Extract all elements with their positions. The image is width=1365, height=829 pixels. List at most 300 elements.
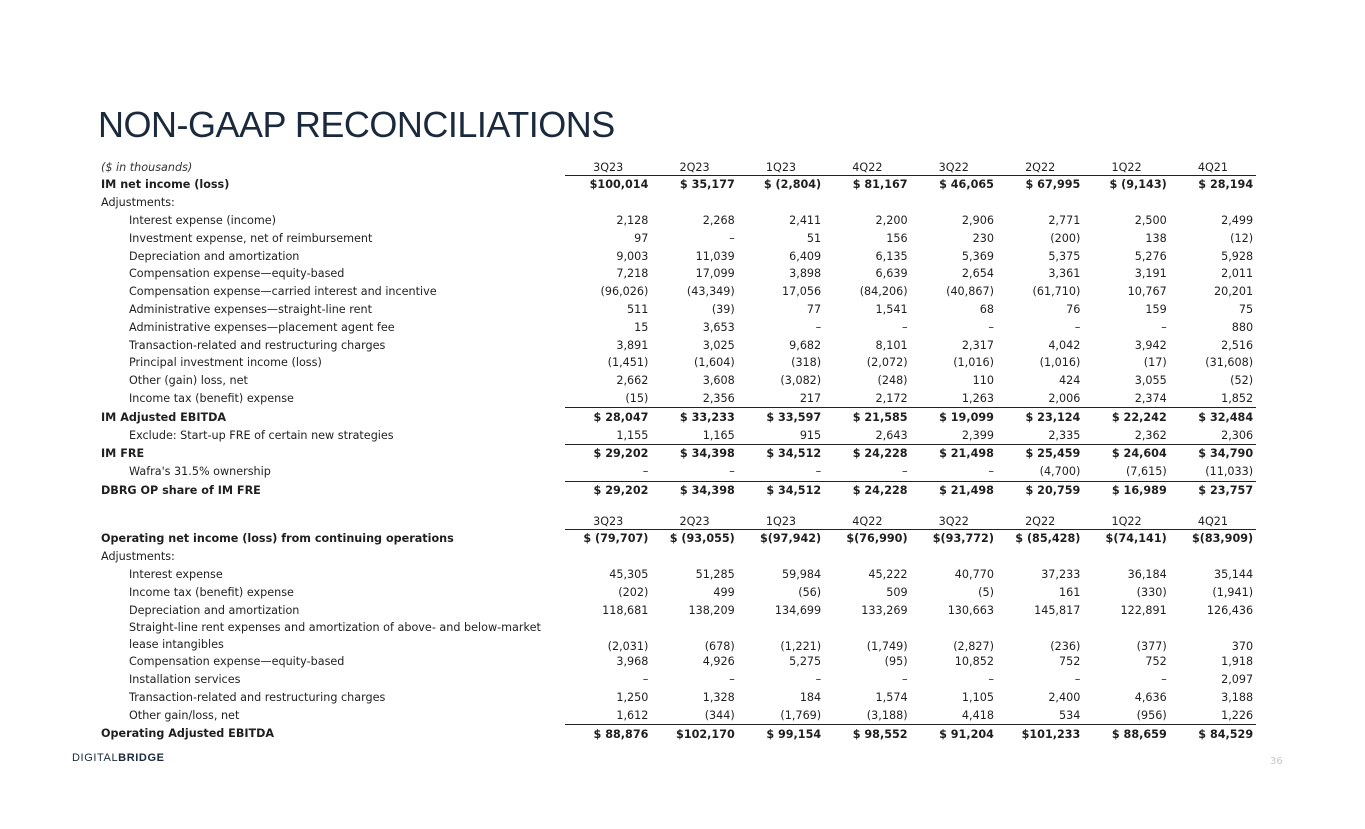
- table-row: [98, 318, 1256, 336]
- value-cell: 3,891: [616, 338, 649, 352]
- value-cell: (17): [1143, 356, 1167, 370]
- period-header: 2Q23: [651, 160, 737, 176]
- value-cell: (318): [791, 356, 822, 370]
- table-row: [98, 229, 1256, 247]
- table-row: [98, 671, 1256, 689]
- value-cell: –: [901, 673, 908, 687]
- value-cell: 3,055: [1134, 374, 1167, 388]
- value-cell: $ 84,529: [1170, 725, 1256, 743]
- value-cell: $ 16,989: [1083, 481, 1169, 499]
- value-cell: 2,268: [702, 213, 735, 227]
- value-cell: $ (79,707): [583, 532, 649, 546]
- value-cell: 2,400: [1048, 690, 1081, 704]
- value-cell: $ 28,194: [1198, 178, 1254, 192]
- value-cell: –: [1074, 673, 1081, 687]
- value-cell: (377): [1136, 639, 1167, 653]
- row-label: Other gain/loss, net: [129, 709, 240, 723]
- value-cell: $ 34,512: [738, 444, 824, 462]
- value-cell: (7,615): [1125, 465, 1167, 479]
- value-cell: 1,328: [702, 690, 735, 704]
- value-cell: 2,335: [1048, 428, 1081, 442]
- row-label: Depreciation and amortization: [129, 249, 300, 263]
- value-cell: 15: [634, 320, 649, 334]
- value-cell: $ (2,804): [763, 178, 822, 192]
- period-header: 4Q22: [824, 160, 910, 176]
- value-cell: 2,771: [1048, 213, 1081, 227]
- value-cell: –: [988, 673, 994, 687]
- value-cell: 77: [806, 302, 822, 316]
- value-cell: 5,275: [789, 655, 822, 669]
- value-cell: 5,369: [961, 249, 994, 263]
- value-cell: 5,276: [1134, 249, 1167, 263]
- value-cell: [1170, 194, 1256, 212]
- table-row: [98, 390, 1256, 408]
- value-cell: 230: [972, 231, 994, 245]
- value-cell: 40,770: [954, 567, 994, 581]
- value-cell: –: [642, 673, 649, 687]
- value-cell: 2,006: [1048, 391, 1081, 405]
- value-cell: $ 35,177: [679, 178, 735, 192]
- table-row: [98, 194, 1256, 212]
- value-cell: (31,608): [1205, 356, 1254, 370]
- row-label: Depreciation and amortization: [129, 603, 300, 617]
- value-cell: $ 25,459: [997, 444, 1083, 462]
- value-cell: (12): [1230, 231, 1254, 245]
- value-cell: $ 46,065: [939, 178, 994, 192]
- value-cell: –: [815, 320, 822, 334]
- row-label-text: Straight-line rent expenses and amortization of above- and below-market lease intangibles: [129, 620, 541, 651]
- value-cell: 51,285: [695, 567, 735, 581]
- value-cell: $ 20,759: [997, 481, 1083, 499]
- row-label: IM net income (loss): [101, 178, 230, 192]
- value-cell: 752: [1058, 655, 1081, 669]
- table-row: [98, 265, 1256, 283]
- value-cell: (2,072): [866, 356, 908, 370]
- value-cell: 2,374: [1134, 391, 1167, 405]
- value-cell: $(76,990): [846, 532, 908, 546]
- row-label: Principal investment income (loss): [129, 356, 322, 370]
- period-header: 3Q23: [565, 160, 651, 176]
- value-cell: (15): [625, 391, 649, 405]
- value-cell: (61,710): [1032, 285, 1081, 299]
- value-cell: 217: [799, 391, 822, 405]
- value-cell: 5,375: [1048, 249, 1081, 263]
- value-cell: [565, 194, 651, 212]
- row-label: Income tax (benefit) expense: [129, 392, 294, 406]
- logo-text-bold: BRIDGE: [118, 752, 165, 764]
- value-cell: (200): [1050, 231, 1081, 245]
- period-header: 1Q22: [1083, 160, 1169, 176]
- table-row: [98, 426, 1256, 444]
- value-cell: 2,356: [702, 391, 735, 405]
- row-label: Wafra's 31.5% ownership: [129, 465, 271, 479]
- operating-reconciliation-table: [98, 514, 1256, 743]
- value-cell: 1,226: [1221, 708, 1254, 722]
- value-cell: $(83,909): [1191, 532, 1254, 546]
- value-cell: $101,233: [997, 725, 1083, 743]
- table-row: [98, 301, 1256, 319]
- period-header: 4Q21: [1170, 160, 1256, 176]
- table-row: [98, 481, 1256, 499]
- value-cell: (330): [1136, 585, 1167, 599]
- value-cell: $ (9,143): [1109, 178, 1167, 192]
- value-cell: 2,499: [1221, 213, 1254, 227]
- value-cell: 2,500: [1134, 213, 1167, 227]
- value-cell: (11,033): [1205, 465, 1254, 479]
- page-number: 36: [1270, 756, 1283, 767]
- value-cell: (1,749): [866, 639, 908, 653]
- value-cell: (344): [704, 708, 735, 722]
- period-header: 3Q22: [911, 160, 997, 176]
- value-cell: 36,184: [1127, 567, 1167, 581]
- value-cell: 3,191: [1134, 267, 1167, 281]
- value-cell: 17,099: [695, 267, 735, 281]
- value-cell: 2,011: [1221, 267, 1254, 281]
- value-cell: $ 81,167: [852, 178, 908, 192]
- value-cell: 880: [1231, 320, 1254, 334]
- value-cell: [738, 548, 824, 566]
- value-cell: [738, 194, 824, 212]
- value-cell: 159: [1145, 302, 1167, 316]
- value-cell: (40,867): [946, 285, 994, 299]
- row-label: DBRG OP share of IM FRE: [101, 483, 261, 497]
- value-cell: 2,906: [961, 213, 994, 227]
- value-cell: –: [815, 465, 822, 479]
- value-cell: $ 91,204: [911, 725, 997, 743]
- value-cell: $(74,141): [1105, 532, 1167, 546]
- period-header: 2Q23: [651, 514, 737, 530]
- value-cell: 1,574: [875, 690, 908, 704]
- value-cell: 17,056: [782, 285, 822, 299]
- value-cell: 3,025: [702, 338, 735, 352]
- value-cell: (2,031): [607, 639, 649, 653]
- value-cell: 97: [634, 231, 649, 245]
- value-cell: (96,026): [600, 285, 649, 299]
- value-cell: 118,681: [602, 603, 649, 617]
- row-label: Investment expense, net of reimbursement: [129, 231, 373, 245]
- digitalbridge-logo: [72, 752, 165, 764]
- value-cell: $ 98,552: [824, 725, 910, 743]
- row-label: Compensation expense—equity-based: [129, 267, 345, 281]
- value-cell: $ 29,202: [565, 481, 651, 499]
- value-cell: 2,128: [616, 213, 649, 227]
- value-cell: 138,209: [688, 603, 735, 617]
- value-cell: (1,016): [1039, 356, 1081, 370]
- row-label: Transaction-related and restructuring charges: [129, 690, 386, 704]
- value-cell: 511: [627, 302, 649, 316]
- row-label: Compensation expense—equity-based: [129, 655, 345, 669]
- period-header: 1Q23: [738, 514, 824, 530]
- value-cell: 1,918: [1221, 655, 1254, 669]
- row-label: IM Adjusted EBITDA: [101, 410, 227, 424]
- value-cell: –: [988, 465, 994, 479]
- value-cell: –: [729, 465, 735, 479]
- value-cell: 3,361: [1048, 267, 1081, 281]
- value-cell: $ 21,498: [911, 444, 997, 462]
- value-cell: $ 23,757: [1170, 481, 1256, 499]
- value-cell: 2,516: [1221, 338, 1254, 352]
- value-cell: (3,188): [866, 708, 908, 722]
- period-header: 4Q21: [1170, 514, 1256, 530]
- value-cell: 7,218: [616, 267, 649, 281]
- row-label: [98, 619, 565, 653]
- table-row: [98, 283, 1256, 301]
- value-cell: 2,097: [1221, 673, 1254, 687]
- table-row: [98, 689, 1256, 707]
- value-cell: 130,663: [947, 603, 994, 617]
- value-cell: 4,926: [702, 655, 735, 669]
- table-row: [98, 706, 1256, 724]
- value-cell: $ (85,428): [1015, 532, 1081, 546]
- value-cell: 534: [1058, 708, 1081, 722]
- period-header: 3Q22: [911, 514, 997, 530]
- value-cell: $ 29,202: [565, 444, 651, 462]
- value-cell: 3,968: [616, 655, 649, 669]
- row-label: Adjustments:: [101, 196, 175, 210]
- value-cell: 133,269: [861, 603, 908, 617]
- value-cell: 2,200: [875, 213, 908, 227]
- table-row: [98, 566, 1256, 584]
- value-cell: 3,653: [702, 320, 735, 334]
- value-cell: (1,016): [953, 356, 994, 370]
- value-cell: (56): [798, 585, 822, 599]
- value-cell: [1083, 194, 1169, 212]
- value-cell: $ 21,585: [824, 408, 910, 426]
- row-label: Adjustments:: [101, 550, 175, 564]
- value-cell: $ 88,876: [565, 725, 651, 743]
- value-cell: (4,700): [1039, 465, 1081, 479]
- value-cell: $ 33,233: [651, 408, 737, 426]
- value-cell: (3,082): [780, 374, 822, 388]
- value-cell: 3,898: [789, 267, 822, 281]
- value-cell: (95): [884, 655, 908, 669]
- row-label: IM FRE: [101, 447, 145, 461]
- value-cell: 1,250: [616, 690, 649, 704]
- value-cell: 110: [972, 374, 994, 388]
- value-cell: (1,221): [780, 639, 822, 653]
- value-cell: 9,682: [789, 338, 822, 352]
- value-cell: 6,409: [789, 249, 822, 263]
- period-header: 3Q23: [565, 514, 651, 530]
- value-cell: 2,399: [961, 428, 994, 442]
- value-cell: 37,233: [1041, 567, 1081, 581]
- value-cell: 11,039: [695, 249, 735, 263]
- value-cell: 752: [1145, 655, 1167, 669]
- table-row: [98, 619, 1256, 653]
- value-cell: $ 24,228: [824, 444, 910, 462]
- row-label: Exclude: Start-up FRE of certain new strategies: [129, 428, 394, 442]
- value-cell: 4,042: [1048, 338, 1081, 352]
- value-cell: 2,317: [961, 338, 994, 352]
- value-cell: (1,941): [1212, 585, 1254, 599]
- row-label: Interest expense: [129, 567, 223, 581]
- value-cell: –: [729, 231, 735, 245]
- value-cell: (1,769): [780, 708, 822, 722]
- value-cell: 2,362: [1134, 428, 1167, 442]
- value-cell: (1,451): [607, 356, 649, 370]
- value-cell: –: [729, 673, 735, 687]
- value-cell: –: [815, 673, 822, 687]
- value-cell: (202): [618, 585, 649, 599]
- value-cell: 2,172: [875, 391, 908, 405]
- value-cell: [911, 548, 997, 566]
- table-row: [98, 372, 1256, 390]
- value-cell: $ 32,484: [1170, 408, 1256, 426]
- row-label: Income tax (benefit) expense: [129, 585, 294, 599]
- value-cell: $(97,942): [759, 532, 822, 546]
- value-cell: 1,155: [616, 428, 649, 442]
- row-label: Operating Adjusted EBITDA: [101, 727, 275, 741]
- value-cell: 45,305: [609, 567, 649, 581]
- value-cell: $ 88,659: [1083, 725, 1169, 743]
- row-label: Other (gain) loss, net: [129, 374, 248, 388]
- value-cell: $ 34,512: [738, 481, 824, 499]
- value-cell: $ 22,242: [1083, 408, 1169, 426]
- value-cell: 509: [886, 585, 908, 599]
- page-title: NON-GAAP RECONCILIATIONS: [98, 104, 615, 145]
- table-row: [98, 354, 1256, 372]
- value-cell: [997, 548, 1083, 566]
- value-cell: $102,170: [651, 725, 737, 743]
- value-cell: –: [1161, 673, 1167, 687]
- table-row: [98, 212, 1256, 230]
- value-cell: –: [901, 320, 908, 334]
- table-row: [98, 601, 1256, 619]
- value-cell: 6,135: [875, 249, 908, 263]
- value-cell: 1,612: [616, 708, 649, 722]
- table-header-row: [98, 514, 1256, 530]
- value-cell: $ 24,228: [824, 481, 910, 499]
- value-cell: 1,541: [875, 302, 908, 316]
- value-cell: 3,188: [1221, 690, 1254, 704]
- value-cell: $ 99,154: [738, 725, 824, 743]
- value-cell: 59,984: [782, 567, 822, 581]
- value-cell: 1,263: [961, 391, 994, 405]
- value-cell: 76: [1066, 302, 1081, 316]
- value-cell: $ 34,398: [651, 481, 737, 499]
- value-cell: [911, 194, 997, 212]
- table-row: [98, 247, 1256, 265]
- value-cell: $ 67,995: [1025, 178, 1081, 192]
- table-row: [98, 408, 1256, 426]
- value-cell: 915: [799, 428, 822, 442]
- value-cell: 8,101: [875, 338, 908, 352]
- value-cell: (84,206): [859, 285, 908, 299]
- value-cell: 75: [1238, 302, 1254, 316]
- value-cell: 45,222: [868, 567, 908, 581]
- header-spacer: [98, 514, 565, 530]
- value-cell: (52): [1230, 374, 1254, 388]
- value-cell: 184: [799, 690, 822, 704]
- value-cell: 2,306: [1221, 428, 1254, 442]
- value-cell: 20,201: [1213, 285, 1254, 299]
- value-cell: $ 19,099: [911, 408, 997, 426]
- value-cell: –: [988, 320, 994, 334]
- value-cell: 4,418: [961, 708, 994, 722]
- value-cell: [651, 548, 737, 566]
- value-cell: 161: [1058, 585, 1081, 599]
- value-cell: 9,003: [616, 249, 649, 263]
- value-cell: 3,608: [702, 374, 735, 388]
- value-cell: 6,639: [875, 267, 908, 281]
- value-cell: $ 21,498: [911, 481, 997, 499]
- value-cell: 126,436: [1206, 603, 1254, 617]
- period-header: 1Q23: [738, 160, 824, 176]
- value-cell: 51: [806, 231, 822, 245]
- row-label: Administrative expenses—straight-line rent: [129, 302, 372, 316]
- period-header: 1Q22: [1083, 514, 1169, 530]
- value-cell: (5): [978, 585, 994, 599]
- value-cell: $ 28,047: [565, 408, 651, 426]
- value-cell: 10,767: [1127, 285, 1167, 299]
- value-cell: [565, 548, 651, 566]
- table-header-row: [98, 160, 1256, 176]
- value-cell: –: [1074, 320, 1081, 334]
- table-row: [98, 336, 1256, 354]
- value-cell: (2,827): [953, 639, 994, 653]
- value-cell: 10,852: [954, 655, 994, 669]
- value-cell: 2,654: [961, 267, 994, 281]
- row-label: Administrative expenses—placement agent fee: [129, 320, 395, 334]
- value-cell: 499: [713, 585, 735, 599]
- value-cell: $(93,772): [932, 532, 994, 546]
- value-cell: (39): [711, 302, 735, 316]
- row-label: Operating net income (loss) from continuing operations: [101, 532, 454, 546]
- value-cell: 4,636: [1134, 690, 1167, 704]
- value-cell: –: [901, 465, 908, 479]
- value-cell: 138: [1145, 231, 1167, 245]
- value-cell: (1,604): [694, 356, 735, 370]
- value-cell: 2,662: [616, 374, 649, 388]
- value-cell: (678): [704, 639, 735, 653]
- value-cell: 68: [979, 302, 994, 316]
- value-cell: [824, 194, 910, 212]
- table-row: [98, 463, 1256, 481]
- value-cell: 134,699: [774, 603, 822, 617]
- value-cell: 1,165: [702, 428, 735, 442]
- value-cell: $ 24,604: [1083, 444, 1169, 462]
- value-cell: $ 34,790: [1170, 444, 1256, 462]
- period-header: 2Q22: [997, 514, 1083, 530]
- value-cell: –: [1161, 320, 1167, 334]
- value-cell: 424: [1058, 374, 1081, 388]
- value-cell: 35,144: [1213, 567, 1254, 581]
- value-cell: 1,105: [961, 690, 994, 704]
- table-row: [98, 653, 1256, 671]
- value-cell: 3,942: [1134, 338, 1167, 352]
- row-label: Transaction-related and restructuring charges: [129, 338, 386, 352]
- value-cell: 156: [886, 231, 908, 245]
- im-reconciliation-table: [98, 160, 1256, 499]
- value-cell: [1170, 548, 1256, 566]
- value-cell: [824, 548, 910, 566]
- value-cell: (248): [877, 374, 908, 388]
- table-row: [98, 725, 1256, 743]
- value-cell: [1083, 548, 1169, 566]
- value-cell: 5,928: [1221, 249, 1254, 263]
- value-cell: $ (93,055): [669, 532, 735, 546]
- period-header: 4Q22: [824, 514, 910, 530]
- value-cell: 2,643: [875, 428, 908, 442]
- table-row: [98, 176, 1256, 194]
- logo-text-light: DIGITAL: [72, 752, 119, 764]
- value-cell: (43,349): [686, 285, 735, 299]
- value-cell: 370: [1231, 639, 1254, 653]
- value-cell: $ 34,398: [651, 444, 737, 462]
- row-label: Installation services: [129, 673, 241, 687]
- unit-label: ($ in thousands): [101, 161, 193, 175]
- period-header: 2Q22: [997, 160, 1083, 176]
